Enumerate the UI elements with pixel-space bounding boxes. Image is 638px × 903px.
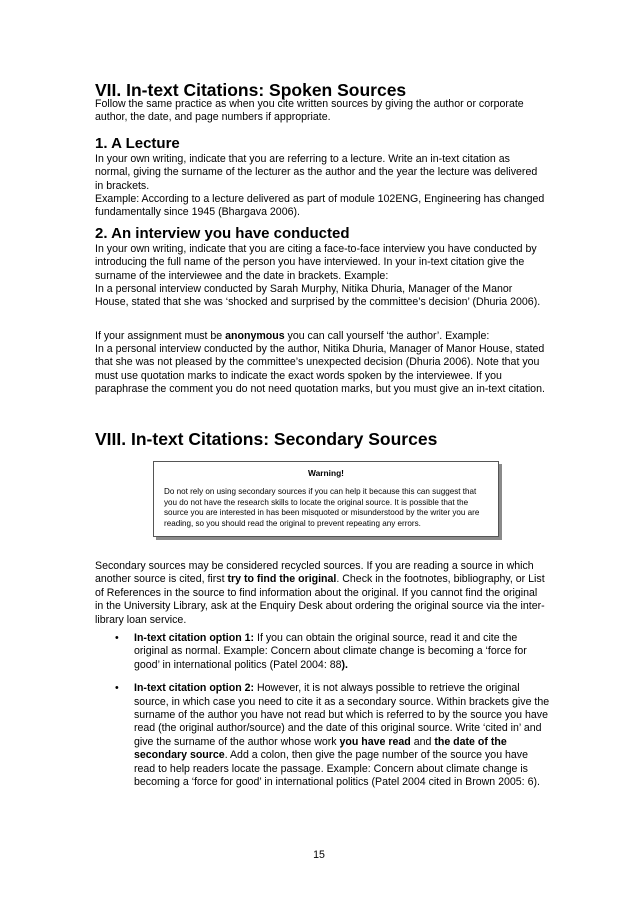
section-vii-intro: Follow the same practice as when you cite written sources by giving the author or corporate author, the date, and page numbers if appropriate. — [95, 98, 524, 124]
option-2-bold-read: you have read — [339, 735, 411, 748]
anonymous-bold: anonymous — [225, 330, 285, 342]
interview-heading: 2. An interview you have conducted — [95, 225, 350, 242]
list-item — [112, 632, 550, 672]
secondary-post: . Check in the footnotes, bibliography, or List of References in the source to find information about the original. If you cannot find the original in the University Library, ask at the Enquiry Desk about ordering the original source via the inter-library loan service. — [95, 573, 545, 626]
secondary-bold: try to find the original — [227, 573, 337, 586]
option-2-text-end: . Add a colon, then give the page number of the source you have read to help readers locate the passage. Example: Concern about climate change is becoming a ‘force for good’ in international politics (Patel 2004 cited in Brown 2005: 6). — [134, 749, 540, 789]
interview-paragraph: In your own writing, indicate that you are citing a face-to-face interview you have conducted by introducing the full name of the person you have interviewed. In your in-text citation give the surname of the interviewee and the date in brackets. Example: — [95, 243, 537, 282]
warning-text: Do not rely on using secondary sources if you can help it because this can suggest that you do not have the research skills to locate the original source. It is possible that the source you are interested in has been misquoted or misunderstood by the writer you are reading, so you should read the original to prevent repeating any errors. — [164, 487, 480, 528]
section-viii-heading: VIII. In-text Citations: Secondary Sources — [95, 429, 438, 449]
secondary-sources-paragraph — [95, 560, 545, 627]
bullet-marker: • — [115, 682, 119, 695]
anonymous-example: In a personal interview conducted by the author, Nitika Dhuria, Manager of Manor House, stated that she was not pleased by the committee’s unexpected decision (Dhuria 2006). Note that you must use quotation marks to indicate the exact words spoken by the interviewee. If you paraphrase the comment you do not need quotation marks, but you must give an in-text citation. — [95, 343, 545, 396]
anonymous-pre: If your assignment must be — [95, 330, 226, 342]
page-number: 15 — [313, 849, 325, 861]
warning-box — [153, 461, 499, 537]
anonymous-paragraph — [95, 330, 545, 343]
option-1-end: ). — [341, 658, 348, 671]
lecture-paragraph: In your own writing, indicate that you are referring to a lecture. Write an in-text citation as normal, giving the surname of the lecturer as the author and the year the lecture was delivered in brackets. — [95, 153, 538, 192]
option-2-bold-date: the date of the secondary source — [134, 735, 507, 762]
interview-example: In a personal interview conducted by Sarah Murphy, Nitika Dhuria, Manager of the Manor House, stated that she was ‘shocked and surprised by the committee’s decision’ (Dhuria 2006). — [95, 283, 541, 309]
option-2-label: In-text citation option 2: — [134, 682, 255, 695]
option-2-text: However, it is not always possible to retrieve the original source, in which case you need to cite it as a secondary source. Within brackets give the surname of the author you have not read but which is referred to by the source you have read (the original author/source) and the date of this original source. Write ‘cited in’ and give the surname of the author whose work — [134, 682, 550, 748]
option-2-and: and — [410, 735, 435, 748]
bullet-marker: • — [115, 632, 119, 644]
secondary-pre: Secondary sources may be considered recycled sources. If you are reading a source in which another source is cited, first — [95, 560, 534, 586]
anonymous-post: you can call yourself ‘the author’. Example: — [284, 330, 490, 342]
option-1-text: If you can obtain the original source, read it and cite the original as normal. Example: Concern about climate change is becoming a ‘force for good’ in international politics (Patel 2004: 88 — [134, 632, 527, 671]
lecture-heading: 1. A Lecture — [95, 135, 180, 152]
option-1-label: In-text citation option 1: — [134, 632, 255, 644]
citation-options-list — [112, 632, 550, 799]
lecture-example: Example: According to a lecture delivered as part of module 102ENG, Engineering has changed fundamentally since 1945 (Bhargava 2006). — [95, 193, 545, 219]
list-item — [112, 682, 550, 789]
warning-title: Warning! — [308, 468, 344, 478]
section-vii-heading: VII. In-text Citations: Spoken Sources — [95, 80, 407, 100]
